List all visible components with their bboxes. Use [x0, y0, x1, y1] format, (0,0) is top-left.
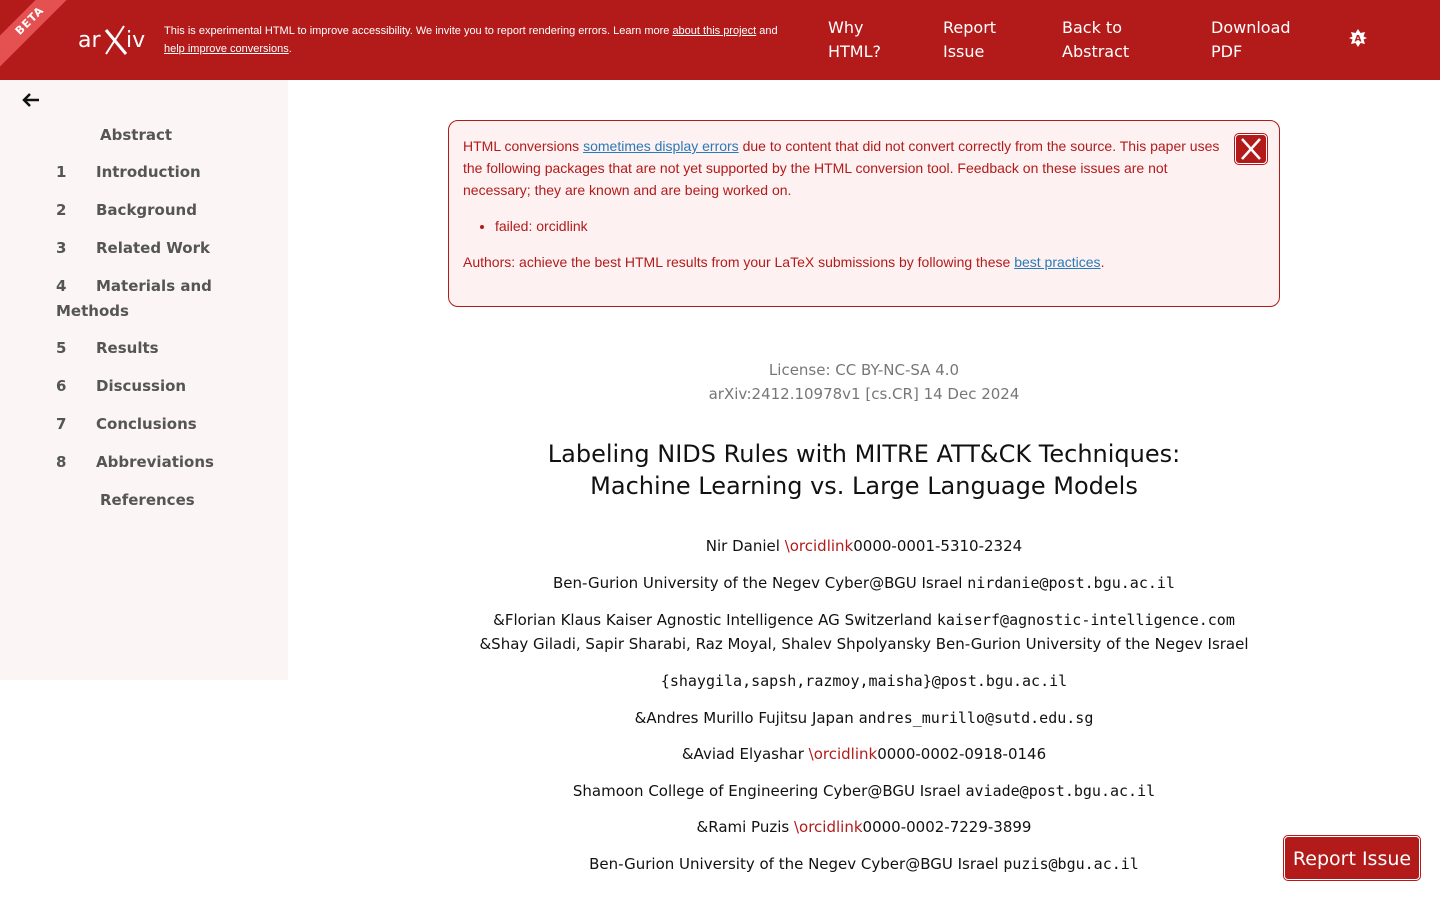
notice-text: This is experimental HTML to improve accessibility. We invite you to report rendering errors. Learn more	[164, 25, 673, 37]
toc-num: 6	[56, 377, 67, 395]
report-issue-button[interactable]: Report Issue	[1284, 836, 1420, 880]
beta-label: BETA	[0, 0, 70, 70]
toc-num: 3	[56, 239, 67, 257]
affiliation-line: Ben-Gurion University of the Negev Cyber@BGU Israel puzis@bgu.ac.il	[589, 855, 1139, 873]
top-banner	[0, 0, 1440, 80]
nav-why-html[interactable]: Why HTML?	[828, 18, 882, 61]
beta-ribbon	[0, 0, 70, 70]
notice-text-end: .	[288, 43, 292, 55]
toc-num: 8	[56, 453, 67, 471]
close-icon	[1236, 135, 1266, 163]
failed-package-item: • failed: orcidlink	[495, 215, 1265, 237]
toc-num: 4	[56, 277, 67, 295]
help-improve-link[interactable]: help improve conversions	[164, 43, 289, 55]
failed-packages-list	[495, 215, 1265, 237]
close-button[interactable]	[1235, 134, 1267, 164]
affiliation-line: Ben-Gurion University of the Negev Cyber@BGU Israel nirdanie@post.bgu.ac.il	[553, 574, 1175, 592]
toc-item-abbreviations[interactable]: Abbreviations	[96, 453, 214, 471]
display-errors-link[interactable]: sometimes display errors	[583, 138, 739, 154]
paper-title: Labeling NIDS Rules with MITRE ATT&CK Techniques: Machine Learning vs. Large Language Models	[547, 440, 1181, 500]
author-line: &Florian Klaus Kaiser Agnostic Intelligence AG Switzerland kaiserf@agnostic-intelligence.com	[493, 611, 1235, 629]
author-line: &Rami Puzis \orcidlink0000-0002-7229-3899	[696, 818, 1032, 836]
toc-item-materials-and-methods[interactable]: Materials and	[96, 277, 212, 295]
author-line: &Andres Murillo Fujitsu Japan andres_murillo@sutd.edu.sg	[634, 709, 1094, 727]
toc-item-related-work[interactable]: Related Work	[96, 239, 210, 257]
svg-text:A: A	[1354, 34, 1362, 45]
nav-back-to-abstract[interactable]: Back to Abstract	[1062, 18, 1130, 61]
arrow-left-icon[interactable]	[20, 90, 42, 110]
email-line: {shaygila,sapsh,razmoy,maisha}@post.bgu.ac.il	[660, 672, 1068, 690]
svg-text:iv: iv	[126, 28, 146, 53]
toc-num: 5	[56, 339, 67, 357]
table-of-contents-sidebar	[0, 80, 288, 680]
arxiv-logo[interactable]	[78, 22, 154, 56]
nav-report-issue[interactable]: Report Issue	[943, 18, 997, 61]
nav-download-pdf[interactable]: Download PDF	[1211, 18, 1291, 61]
toc-item-background[interactable]: Background	[96, 201, 197, 219]
arxiv-id: arXiv:2412.10978v1 [cs.CR] 14 Dec 2024	[708, 385, 1020, 403]
toc-num: 1	[56, 163, 67, 181]
about-project-link[interactable]: about this project	[672, 25, 757, 37]
affiliation-line: Shamoon College of Engineering Cyber@BGU Israel aviade@post.bgu.ac.il	[572, 782, 1156, 800]
toc-item-materials-and-methods-cont[interactable]: Methods	[56, 302, 129, 320]
toc-item-references[interactable]: References	[100, 491, 195, 509]
authors-advice: Authors: achieve the best HTML results from your LaTeX submissions by following these best practices.	[463, 254, 1105, 270]
best-practices-link[interactable]: best practices	[1014, 254, 1101, 270]
conversion-error-notice	[448, 120, 1280, 307]
svg-text:ar: ar	[78, 28, 101, 53]
toc-item-introduction[interactable]: Introduction	[96, 163, 201, 181]
toc-num: 2	[56, 201, 67, 219]
toc-num: 7	[56, 415, 67, 433]
author-line: Nir Daniel \orcidlink0000-0001-5310-2324	[705, 537, 1023, 555]
author-line: &Shay Giladi, Sapir Sharabi, Raz Moyal, Shalev Shpolyansky Ben-Gurion University of the Negev Israel	[479, 635, 1249, 653]
toc-item-abstract[interactable]: Abstract	[100, 126, 173, 144]
license-text: License: CC BY-NC-SA 4.0	[768, 361, 960, 379]
notice-text-mid: and	[756, 25, 778, 37]
experimental-notice	[164, 22, 814, 58]
error-message: HTML conversions sometimes display errors due to content that did not convert correctly from the source. This paper uses the following packages that are not yet supported by the HTML conversion tool. Feedback on these issues are not necessary; they are known and are being worked on.	[463, 138, 1220, 198]
toc-item-discussion[interactable]: Discussion	[96, 377, 187, 395]
author-line: &Aviad Elyashar \orcidlink0000-0002-0918-0146	[681, 745, 1047, 763]
toc-item-conclusions[interactable]: Conclusions	[96, 415, 197, 433]
toc-item-results[interactable]: Results	[96, 339, 159, 357]
theme-toggle-icon[interactable]	[1348, 28, 1368, 48]
